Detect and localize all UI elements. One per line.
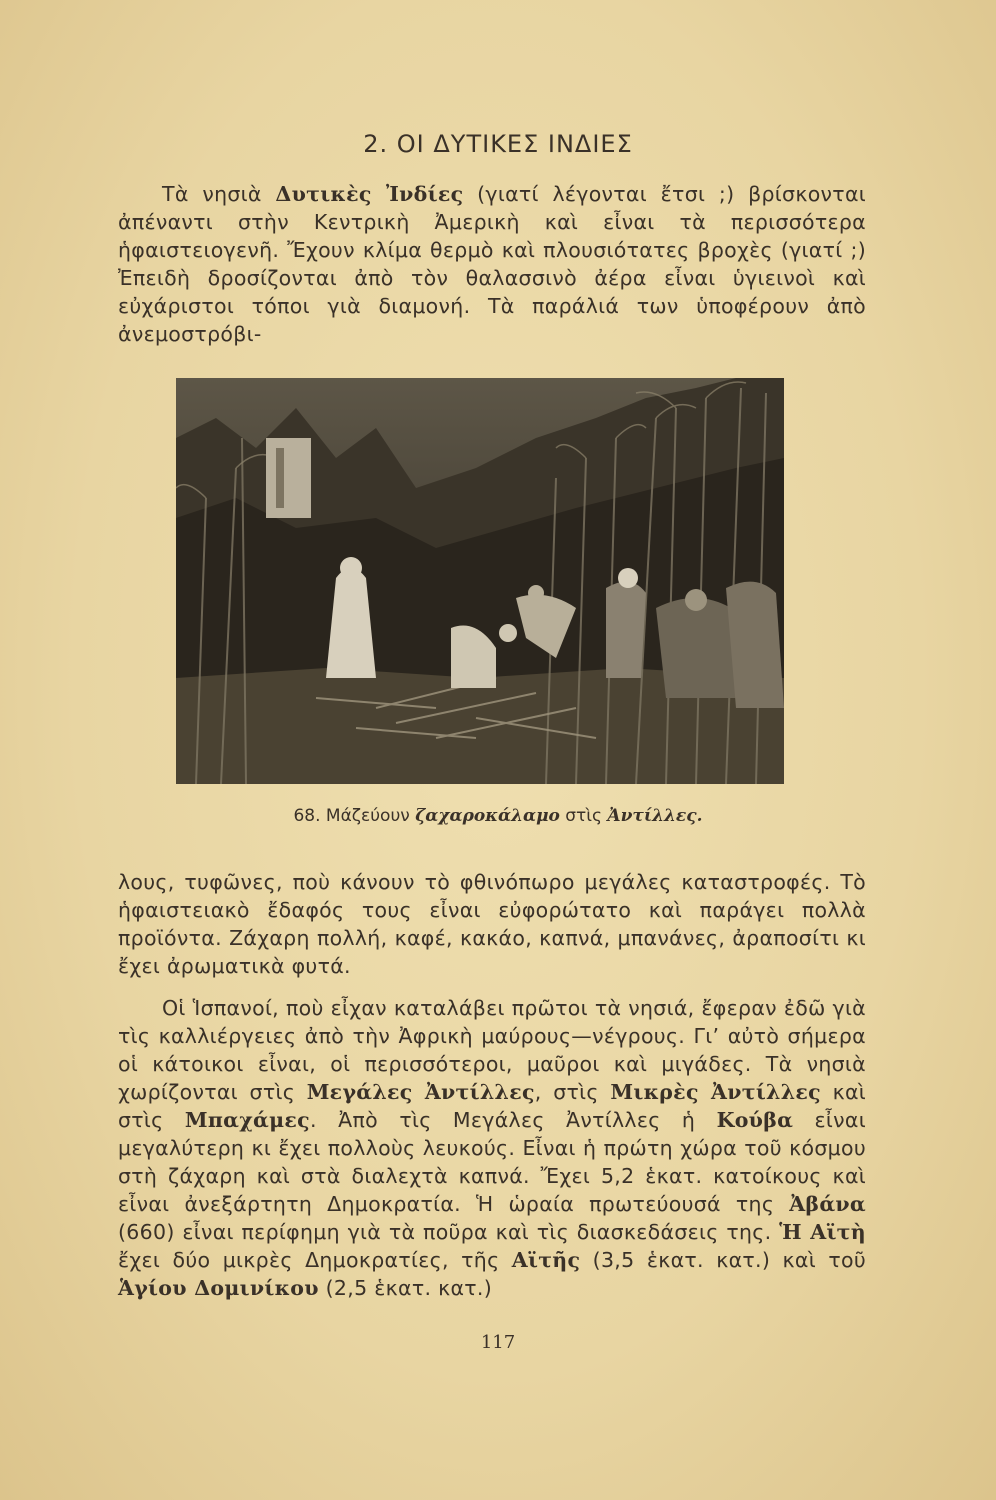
bold-term: Ἡ Αϊτὴ [779,1220,866,1244]
paragraph-climate: λους, τυφῶνες, ποὺ κάνουν τὸ φθινόπωρο μεγάλες καταστροφές. Τὸ ἡφαιστειακὸ ἔδαφός τους εἶναι εὐφορώτατο καὶ παράγει πολλὰ προϊόντα. Ζάχαρη πολλή, καφέ, κακάο, καπνά, μπανάνες, ἀραποσίτι κι ἔχει ἀρωματικὰ φυτά. [118,870,866,978]
text-run: Οἱ Ἱσπανοί, ποὺ εἶχαν καταλάβει πρῶτοι τὰ νησιά, ἔφεραν ἐδῶ γιὰ τὶς καλλιέργειες ἀπὸ τὴν Ἀφρικὴ μαύρους—νέγρους. Γι’ αὐτὸ σήμερα οἱ κάτοικοι εἶναι, οἱ περισσότεροι, μαῦροι καὶ μιγάδες. Τὰ νησιὰ χωρίζονται στὶς [118,996,866,1104]
sugarcane-harvest-photo [176,378,784,784]
paragraph-intro [118,180,866,348]
photo-illustration [176,378,784,784]
bold-term: Δυτικὲς Ἰνδίες [275,182,464,206]
text-run: Τὰ νησιὰ [162,182,276,206]
bold-term: Μπαχάμες [184,1108,310,1132]
caption-bold: Ἀντίλλες. [607,806,703,826]
text-run: ἔχει δύο μικρὲς Δημοκρατίες, τῆς [118,1248,512,1272]
bold-term: Αϊτῆς [511,1248,581,1272]
bold-term: Κούβα [716,1108,794,1132]
text-run: καὶ στὶς [118,1080,867,1132]
paragraph-history [118,994,866,1302]
bold-term: Ἀβάνα [789,1192,866,1216]
bold-term: Μικρὲς Ἀντίλλες [610,1080,821,1104]
caption-text: στὶς [559,806,608,826]
text-run: (3,5 ἑκατ. κατ.) καὶ τοῦ [580,1248,866,1272]
text-run: (2,5 ἑκατ. κατ.) [318,1276,493,1300]
text-run: εἶναι μεγαλύτερη κι ἔχει πολλοὺς λευκούς. Εἶναι ἡ πρώτη χώρα τοῦ κόσμου στὴ ζάχαρη καὶ στὰ διαλεχτὰ καπνά. Ἔχει 5,2 ἑκατ. κατοίκους καὶ εἶναι ἀνεξάρτητη Δημοκρατία. Ἡ ὡραία πρωτεύουσά της [118,1108,866,1216]
text-run: (γιατί λέγονται ἔτσι ;) βρίσκονται ἀπέναντι στὴν Κεντρικὴ Ἀμερικὴ καὶ εἶναι τὰ περισσότερα ἡφαιστειογενῆ. Ἔχουν κλίμα θερμὸ καὶ πλουσιότατες βροχὲς (γιατί ;) Ἐπειδὴ δροσίζονται ἀπὸ τὸν θαλασσινὸ ἀέρα εἶναι ὑγιεινοὶ καὶ εὐχάριστοι τόποι γιὰ διαμονή. Τὰ παράλιά των ὑποφέρουν ἀπὸ ἀνεμοστρόβι- [118,182,866,346]
caption-bold: ζαχαροκάλαμο [415,806,560,826]
text-run: , στὶς [534,1080,611,1104]
text-run: (660) εἶναι περίφημη γιὰ τὰ ποῦρα καὶ τὶς διασκεδάσεις της. [118,1220,780,1244]
section-heading: 2. ΟΙ ΔΥΤΙΚΕΣ ΙΝΔΙΕΣ [363,130,633,158]
caption-text: 68. Μάζεύουν [293,806,416,826]
figure-caption [0,806,996,826]
bold-term: Μεγάλες Ἀντίλλες [306,1080,535,1104]
text-run: . Ἀπὸ τὶς Μεγάλες Ἀντίλλες ἡ [309,1108,717,1132]
bold-term: Ἁγίου Δομινίκου [118,1276,319,1300]
page-number: 117 [480,1332,516,1353]
